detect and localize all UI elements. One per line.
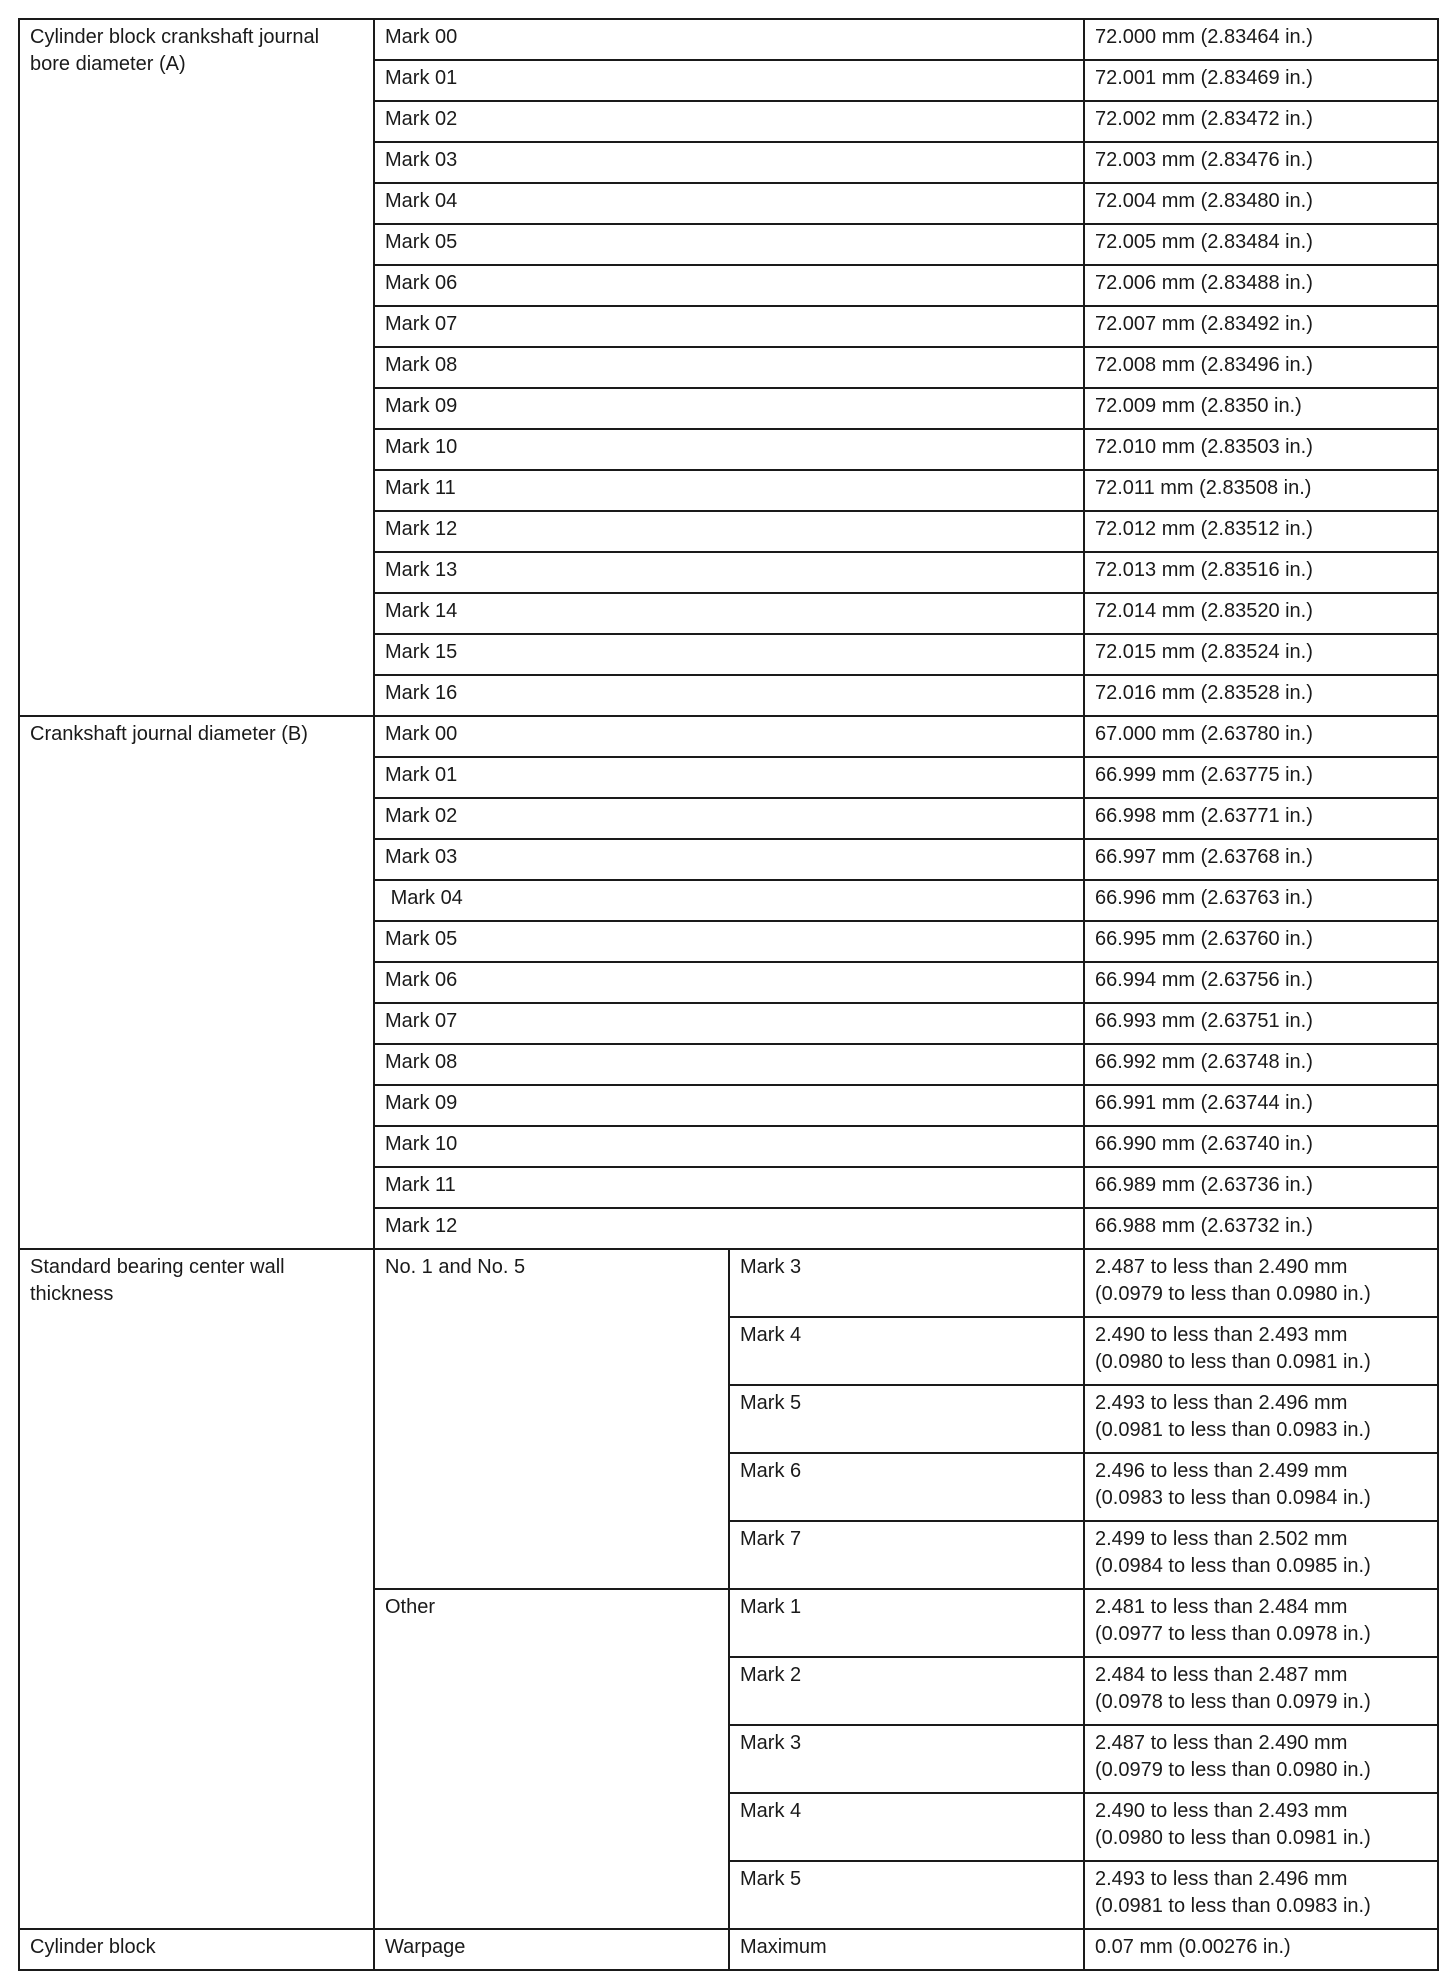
- value-cell: 72.006 mm (2.83488 in.): [1084, 265, 1438, 306]
- table-row: [19, 1929, 1438, 1970]
- value-in: (0.0979 to less than 0.0980 in.): [1095, 1759, 1371, 1781]
- mark-cell: Mark 4: [729, 1793, 1084, 1861]
- value-cell: 66.990 mm (2.63740 in.): [1084, 1126, 1438, 1167]
- value-mm: 2.487 to less than 2.490 mm: [1095, 1256, 1348, 1278]
- value-mm: 2.493 to less than 2.496 mm: [1095, 1392, 1348, 1414]
- condition-cell: Maximum: [729, 1929, 1084, 1970]
- value-cell: 72.010 mm (2.83503 in.): [1084, 429, 1438, 470]
- value-cell: 72.008 mm (2.83496 in.): [1084, 347, 1438, 388]
- value-cell: 66.999 mm (2.63775 in.): [1084, 757, 1438, 798]
- mark-cell: Mark 7: [729, 1521, 1084, 1589]
- value-cell: 66.998 mm (2.63771 in.): [1084, 798, 1438, 839]
- mark-cell: Mark 05: [374, 921, 1084, 962]
- value-cell: 66.995 mm (2.63760 in.): [1084, 921, 1438, 962]
- value-cell: 66.993 mm (2.63751 in.): [1084, 1003, 1438, 1044]
- value-cell: 66.989 mm (2.63736 in.): [1084, 1167, 1438, 1208]
- mark-cell: [374, 880, 1084, 921]
- value-cell: 66.994 mm (2.63756 in.): [1084, 962, 1438, 1003]
- mark-cell: Mark 3: [729, 1249, 1084, 1317]
- mark-cell: Mark 2: [729, 1657, 1084, 1725]
- value-cell: 72.013 mm (2.83516 in.): [1084, 552, 1438, 593]
- mark-cell: Mark 1: [729, 1589, 1084, 1657]
- mark-cell: Mark 6: [729, 1453, 1084, 1521]
- mark-cell: Mark 3: [729, 1725, 1084, 1793]
- section-label-journal-diameter: Crankshaft journal diameter (B): [19, 716, 374, 1249]
- mark-cell: Mark 00: [374, 716, 1084, 757]
- value-cell: 72.011 mm (2.83508 in.): [1084, 470, 1438, 511]
- mark-cell: Mark 10: [374, 429, 1084, 470]
- value-cell: 72.005 mm (2.83484 in.): [1084, 224, 1438, 265]
- mark-cell: Mark 05: [374, 224, 1084, 265]
- value-cell: [1084, 1521, 1438, 1589]
- group-label-other: Other: [374, 1589, 729, 1929]
- value-mm: 2.484 to less than 2.487 mm: [1095, 1664, 1348, 1686]
- value-in: (0.0984 to less than 0.0985 in.): [1095, 1555, 1371, 1577]
- mark-cell: Mark 03: [374, 839, 1084, 880]
- mark-cell: Mark 07: [374, 306, 1084, 347]
- mark-cell: Mark 01: [374, 60, 1084, 101]
- mark-text: Mark 04: [390, 887, 463, 909]
- value-cell: [1084, 1385, 1438, 1453]
- mark-cell: Mark 02: [374, 798, 1084, 839]
- value-mm: 2.490 to less than 2.493 mm: [1095, 1324, 1348, 1346]
- mark-cell: Mark 06: [374, 962, 1084, 1003]
- mark-cell: Mark 09: [374, 1085, 1084, 1126]
- mark-cell: Mark 11: [374, 470, 1084, 511]
- value-in: (0.0981 to less than 0.0983 in.): [1095, 1419, 1371, 1441]
- value-cell: 67.000 mm (2.63780 in.): [1084, 716, 1438, 757]
- mark-cell: Mark 15: [374, 634, 1084, 675]
- table-row: [19, 19, 1438, 60]
- table-row: [19, 1249, 1438, 1317]
- group-label-no1-no5: No. 1 and No. 5: [374, 1249, 729, 1589]
- value-cell: 0.07 mm (0.00276 in.): [1084, 1929, 1438, 1970]
- value-cell: [1084, 1589, 1438, 1657]
- section-label-bore-diameter: Cylinder block crankshaft journal bore diameter (A): [19, 19, 374, 716]
- value-in: (0.0980 to less than 0.0981 in.): [1095, 1351, 1371, 1373]
- value-mm: 2.481 to less than 2.484 mm: [1095, 1596, 1348, 1618]
- mark-cell: Mark 16: [374, 675, 1084, 716]
- mark-cell: Mark 01: [374, 757, 1084, 798]
- value-in: (0.0980 to less than 0.0981 in.): [1095, 1827, 1371, 1849]
- value-cell: 66.997 mm (2.63768 in.): [1084, 839, 1438, 880]
- mark-cell: Mark 09: [374, 388, 1084, 429]
- value-cell: 72.003 mm (2.83476 in.): [1084, 142, 1438, 183]
- value-cell: [1084, 1793, 1438, 1861]
- mark-cell: Mark 12: [374, 1208, 1084, 1249]
- value-cell: [1084, 1317, 1438, 1385]
- mark-cell: Mark 4: [729, 1317, 1084, 1385]
- table-row: [19, 716, 1438, 757]
- mark-cell: Mark 12: [374, 511, 1084, 552]
- mark-cell: Mark 5: [729, 1385, 1084, 1453]
- value-cell: 72.015 mm (2.83524 in.): [1084, 634, 1438, 675]
- value-cell: 66.996 mm (2.63763 in.): [1084, 880, 1438, 921]
- value-cell: [1084, 1861, 1438, 1929]
- item-cell: Warpage: [374, 1929, 729, 1970]
- value-cell: 66.991 mm (2.63744 in.): [1084, 1085, 1438, 1126]
- value-in: (0.0978 to less than 0.0979 in.): [1095, 1691, 1371, 1713]
- value-mm: 2.496 to less than 2.499 mm: [1095, 1460, 1348, 1482]
- section-label-cylinder-block: Cylinder block: [19, 1929, 374, 1970]
- value-cell: 72.004 mm (2.83480 in.): [1084, 183, 1438, 224]
- mark-cell: Mark 02: [374, 101, 1084, 142]
- value-cell: 72.009 mm (2.8350 in.): [1084, 388, 1438, 429]
- value-in: (0.0983 to less than 0.0984 in.): [1095, 1487, 1371, 1509]
- value-cell: [1084, 1657, 1438, 1725]
- value-cell: [1084, 1453, 1438, 1521]
- mark-cell: Mark 00: [374, 19, 1084, 60]
- value-cell: 72.012 mm (2.83512 in.): [1084, 511, 1438, 552]
- value-cell: 72.016 mm (2.83528 in.): [1084, 675, 1438, 716]
- value-mm: 2.493 to less than 2.496 mm: [1095, 1868, 1348, 1890]
- mark-cell: Mark 07: [374, 1003, 1084, 1044]
- mark-cell: Mark 13: [374, 552, 1084, 593]
- value-cell: [1084, 1725, 1438, 1793]
- value-mm: 2.499 to less than 2.502 mm: [1095, 1528, 1348, 1550]
- value-in: (0.0979 to less than 0.0980 in.): [1095, 1283, 1371, 1305]
- value-cell: 72.014 mm (2.83520 in.): [1084, 593, 1438, 634]
- spec-table: [18, 18, 1439, 1971]
- value-mm: 2.487 to less than 2.490 mm: [1095, 1732, 1348, 1754]
- mark-cell: Mark 11: [374, 1167, 1084, 1208]
- value-cell: 66.988 mm (2.63732 in.): [1084, 1208, 1438, 1249]
- value-cell: 72.001 mm (2.83469 in.): [1084, 60, 1438, 101]
- value-cell: 72.002 mm (2.83472 in.): [1084, 101, 1438, 142]
- section-label-wall-thickness: Standard bearing center wall thickness: [19, 1249, 374, 1929]
- mark-cell: Mark 08: [374, 347, 1084, 388]
- value-cell: [1084, 1249, 1438, 1317]
- mark-cell: Mark 08: [374, 1044, 1084, 1085]
- mark-cell: Mark 03: [374, 142, 1084, 183]
- mark-cell: Mark 06: [374, 265, 1084, 306]
- mark-cell: Mark 10: [374, 1126, 1084, 1167]
- value-cell: 72.000 mm (2.83464 in.): [1084, 19, 1438, 60]
- mark-cell: Mark 5: [729, 1861, 1084, 1929]
- mark-cell: Mark 14: [374, 593, 1084, 634]
- value-in: (0.0977 to less than 0.0978 in.): [1095, 1623, 1371, 1645]
- mark-cell: Mark 04: [374, 183, 1084, 224]
- value-cell: 72.007 mm (2.83492 in.): [1084, 306, 1438, 347]
- value-in: (0.0981 to less than 0.0983 in.): [1095, 1895, 1371, 1917]
- value-mm: 2.490 to less than 2.493 mm: [1095, 1800, 1348, 1822]
- value-cell: 66.992 mm (2.63748 in.): [1084, 1044, 1438, 1085]
